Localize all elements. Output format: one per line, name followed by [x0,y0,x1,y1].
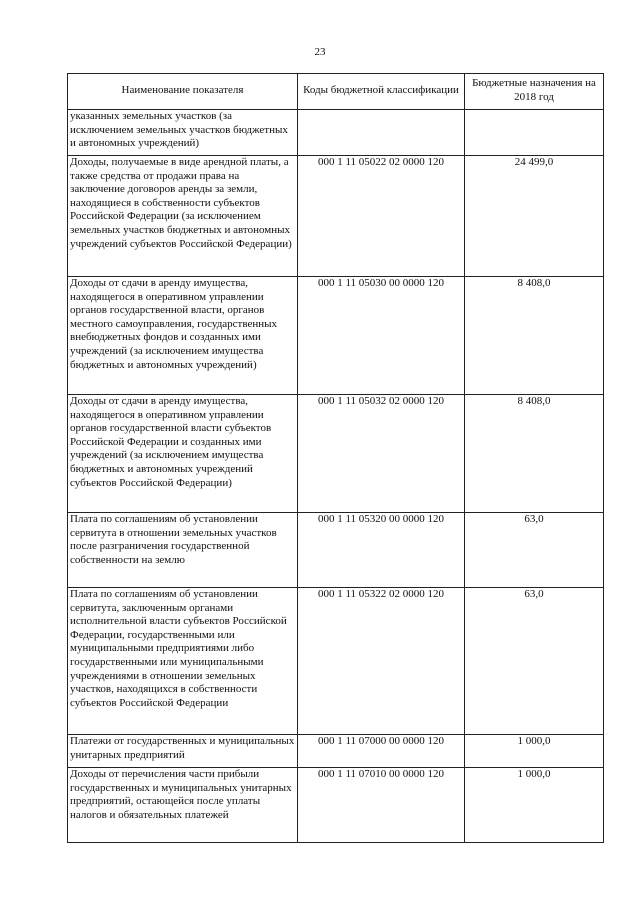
table-row [68,768,604,843]
budget-amount: 63,0 [465,513,604,588]
budget-amount: 8 408,0 [465,395,604,513]
budget-code: 000 1 11 05032 02 0000 120 [298,395,465,513]
page-number: 23 [314,46,326,58]
budget-code: 000 1 11 05022 02 0000 120 [298,156,465,277]
budget-code: 000 1 11 07000 00 0000 120 [298,735,465,768]
table-row [68,735,604,768]
header-budget-code: Коды бюджетной классификации [298,74,465,110]
budget-amount: 1 000,0 [465,735,604,768]
table-row [68,513,604,588]
budget-amount: 1 000,0 [465,768,604,843]
table-row [68,588,604,735]
budget-code: 000 1 11 05030 00 0000 120 [298,277,465,395]
indicator-name: Доходы от сдачи в аренду имущества, находящегося в оперативном управлении органов государственной власти субъектов Российской Федерации и созданных ими учреждений (за исключением имущества бюджетных и автономных учреждений субъектов Российской Федерации) [68,395,298,513]
table-row [68,277,604,395]
indicator-name: Доходы от перечисления части прибыли государственных и муниципальных унитарных предприятий, остающейся после уплаты налогов и обязательных платежей [68,768,298,843]
budget-revenue-table [67,73,604,843]
indicator-name: Доходы от сдачи в аренду имущества, находящегося в оперативном управлении органов государственной власти, органов местного самоуправления, государственных внебюджетных фондов и созданных ими учреждений (за исключением имущества бюджетных и автономных учреждений) [68,277,298,395]
table-header-row [68,74,604,110]
indicator-name: Доходы, получаемые в виде арендной платы, а также средства от продажи права на заключение договоров аренды за земли, находящиеся в собственности субъектов Российской Федерации (за исключением земельных участков бюджетных и автономных учреждений субъектов Российской Федерации) [68,156,298,277]
indicator-name: Плата по соглашениям об установлении сервитута, заключенным органами исполнительной власти субъектов Российской Федерации, государственными или муниципальными предприятиями либо государственными или муниципальными учреждениями в отношении земельных участков, находящихся в собственности субъектов Российской Федерации [68,588,298,735]
table-row [68,110,604,156]
budget-code [298,110,465,156]
table-row [68,156,604,277]
budget-code: 000 1 11 05322 02 0000 120 [298,588,465,735]
budget-amount: 63,0 [465,588,604,735]
budget-amount [465,110,604,156]
indicator-name: Платежи от государственных и муниципальных унитарных предприятий [68,735,298,768]
budget-code: 000 1 11 07010 00 0000 120 [298,768,465,843]
budget-code: 000 1 11 05320 00 0000 120 [298,513,465,588]
budget-amount: 8 408,0 [465,277,604,395]
header-indicator-name: Наименование показателя [68,74,298,110]
budget-amount: 24 499,0 [465,156,604,277]
header-budget-amount: Бюджетные назначения на 2018 год [465,74,604,110]
table-row [68,395,604,513]
indicator-name: указанных земельных участков (за исключением земельных участков бюджетных и автономных учреждений) [68,110,298,156]
indicator-name: Плата по соглашениям об установлении сервитута в отношении земельных участков после разграничения государственной собственности на землю [68,513,298,588]
